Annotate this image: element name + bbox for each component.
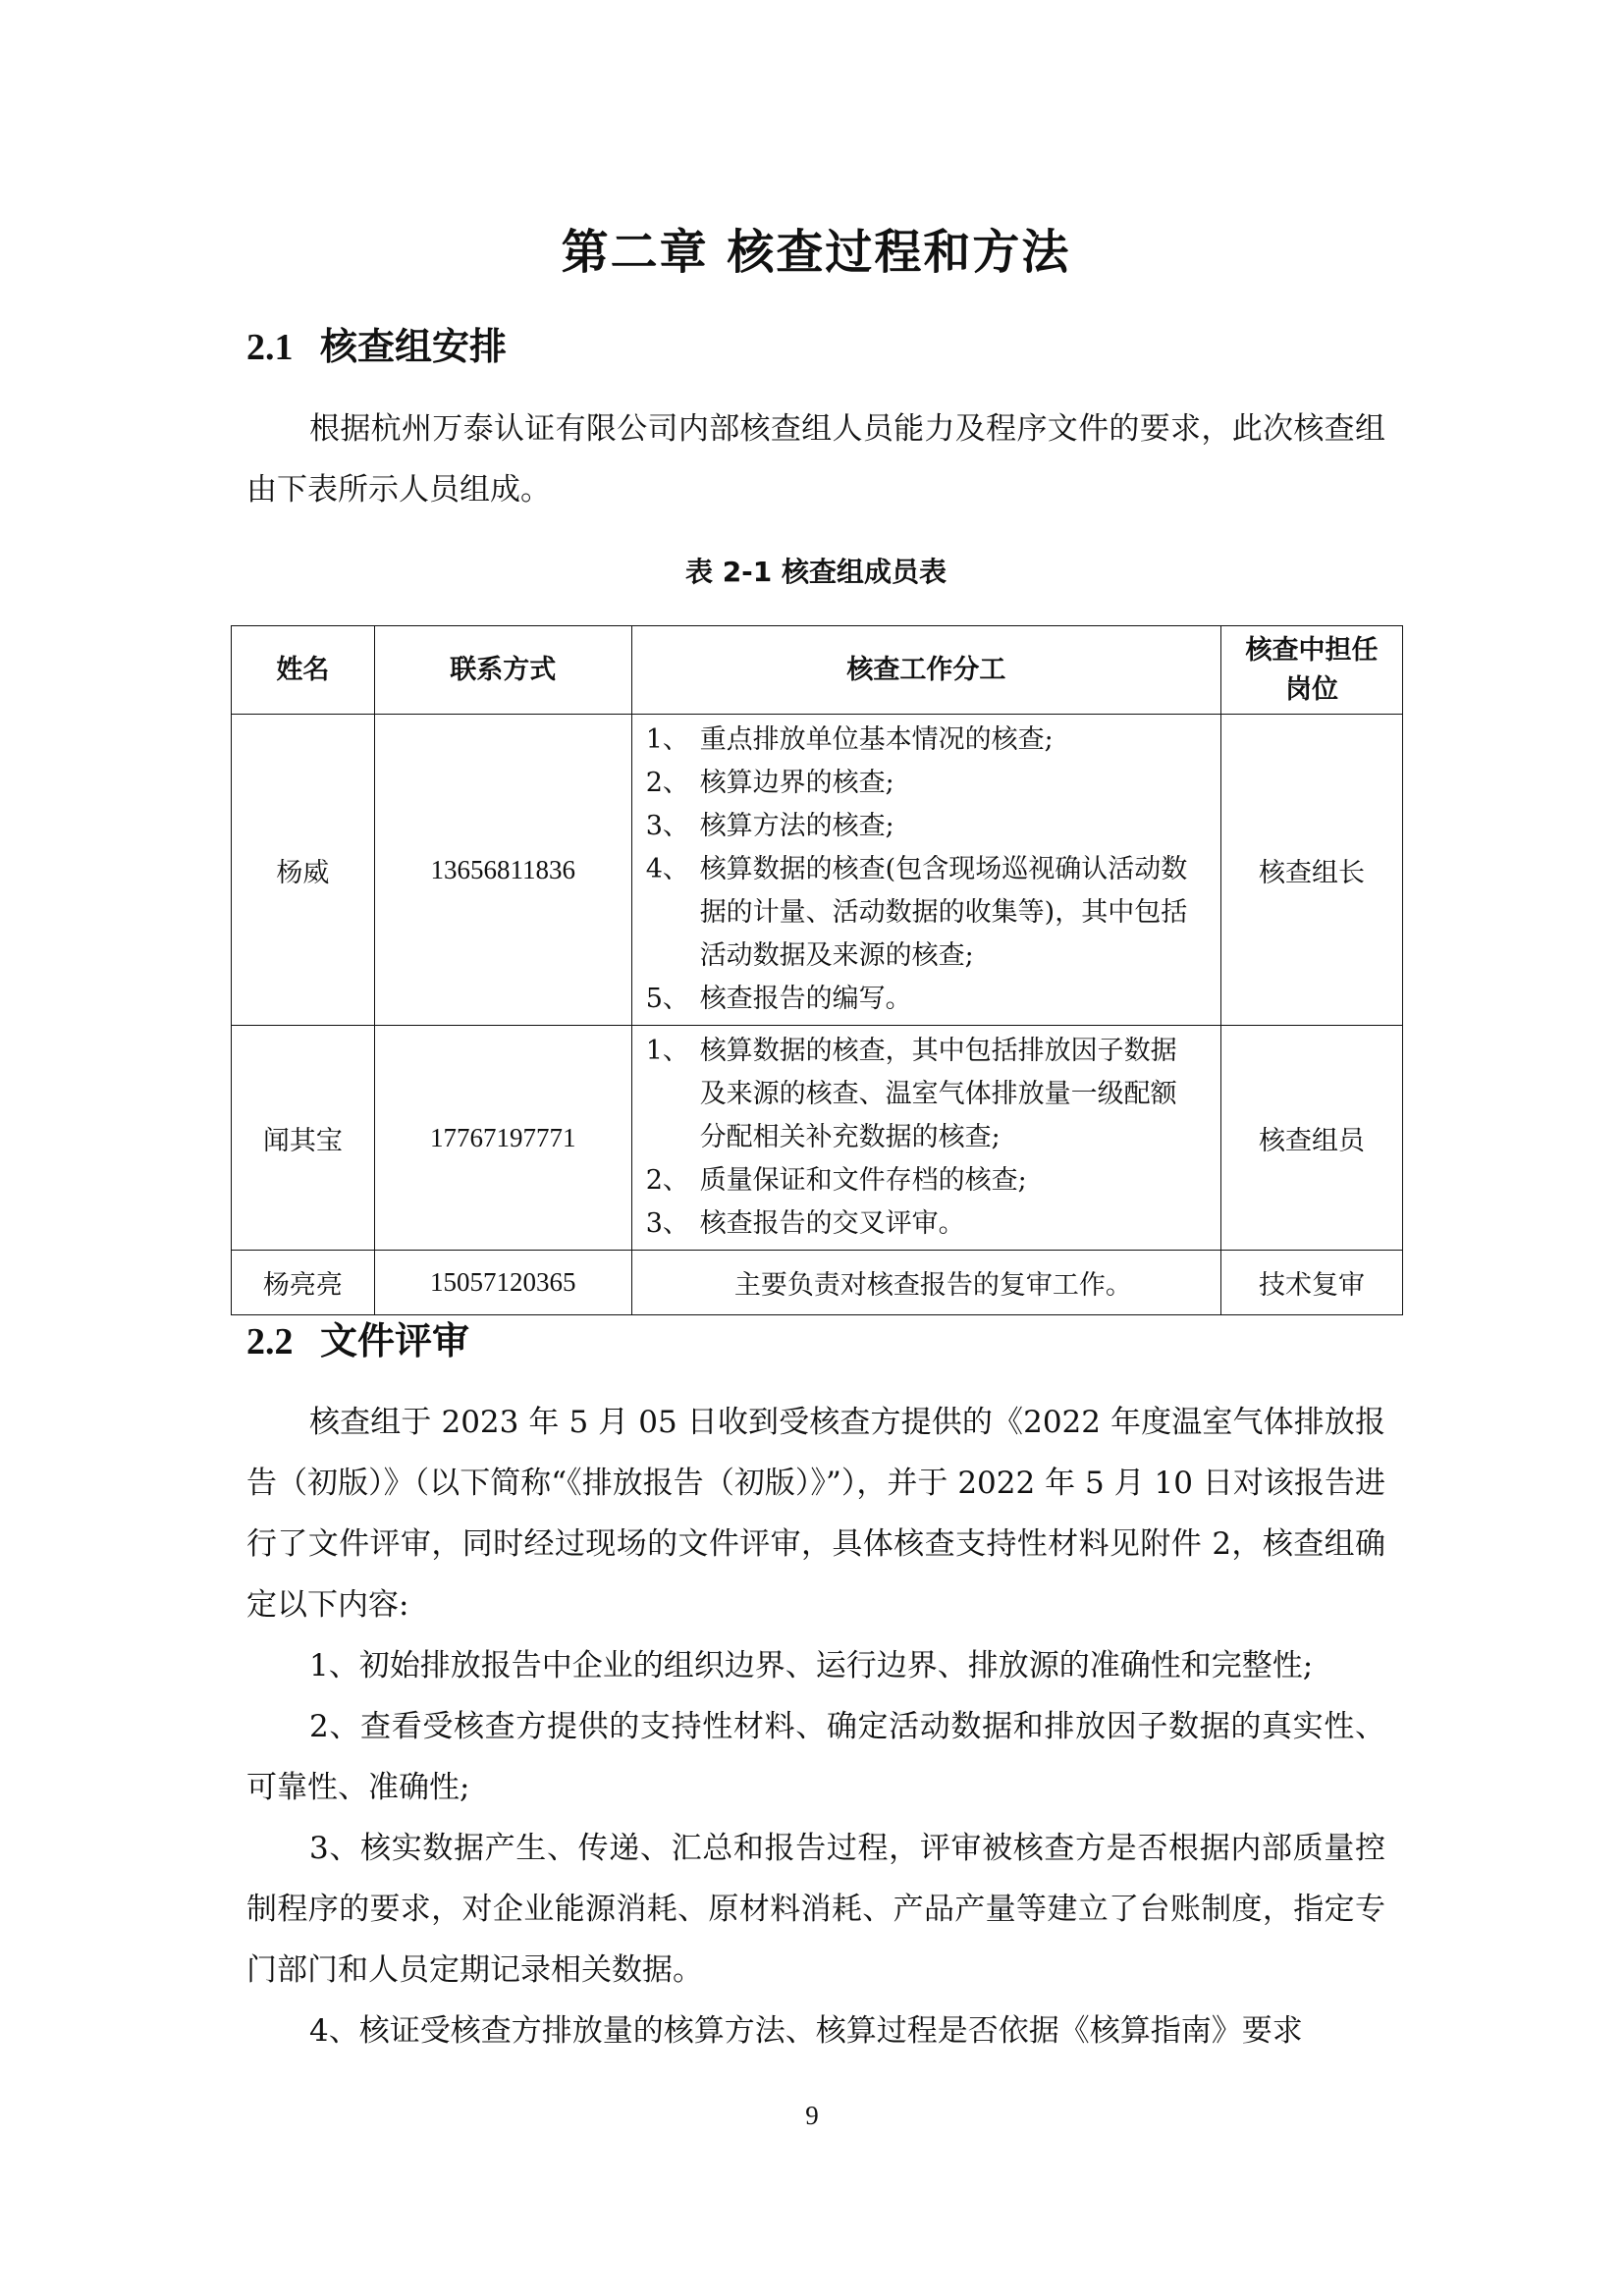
member-name: 杨亮亮 bbox=[232, 1251, 375, 1315]
duty-item bbox=[646, 719, 1203, 762]
table-row bbox=[232, 1026, 1403, 1251]
table-row bbox=[232, 715, 1403, 1026]
section-title: 核查组安排 bbox=[320, 325, 508, 368]
duty-text: 重点排放单位基本情况的核查; bbox=[699, 724, 1054, 755]
duty-index: 2、 bbox=[645, 768, 689, 798]
header-duty: 核查工作分工 bbox=[631, 626, 1220, 715]
team-members-table bbox=[231, 625, 1403, 1315]
review-item-1: 1、初始排放报告中企业的组织边界、运行边界、排放源的准确性和完整性; bbox=[309, 1648, 1314, 1683]
duty-index: 5、 bbox=[645, 984, 689, 1014]
duty-item bbox=[646, 1030, 1203, 1159]
duty-index: 2、 bbox=[645, 1165, 689, 1196]
duty-index: 1、 bbox=[645, 1036, 689, 1066]
duty-item bbox=[646, 978, 1203, 1021]
duty-text: 核算边界的核查; bbox=[699, 768, 894, 798]
duty-text: 核算数据的核查，其中包括排放因子数据及来源的核查、温室气体排放量一级配额分配相关补充数据的核查; bbox=[699, 1036, 1177, 1152]
review-item-3: 3、核实数据产生、传递、汇总和报告过程，评审被核查方是否根据内部质量控制程序的要求，对企业能源消耗、原材料消耗、产品产量等建立了台账制度，指定专门部门和人员定期记录相关数据。 bbox=[246, 1831, 1385, 1988]
member-contact: 17767197771 bbox=[374, 1026, 631, 1251]
member-name: 闻其宝 bbox=[232, 1026, 375, 1251]
section-number: 2.1 bbox=[246, 327, 294, 368]
member-duties bbox=[631, 715, 1220, 1026]
duty-text: 质量保证和文件存档的核查; bbox=[699, 1165, 1027, 1196]
section-heading-2-2 bbox=[246, 1310, 469, 1364]
duty-item bbox=[646, 805, 1203, 848]
table-header-row bbox=[232, 626, 1403, 715]
header-contact: 联系方式 bbox=[374, 626, 631, 715]
review-item-2: 2、查看受核查方提供的支持性材料、确定活动数据和排放因子数据的真实性、可靠性、准确性; bbox=[246, 1709, 1385, 1805]
review-item-4: 4、核证受核查方排放量的核算方法、核算过程是否依据《核算指南》要求 bbox=[309, 2013, 1303, 2049]
member-duty-text: 主要负责对核查报告的复审工作。 bbox=[631, 1251, 1220, 1315]
member-position: 核查组长 bbox=[1221, 715, 1403, 1026]
duty-index: 3、 bbox=[645, 1208, 689, 1239]
member-contact: 13656811836 bbox=[374, 715, 631, 1026]
duty-index: 1、 bbox=[645, 724, 689, 755]
intro-paragraph: 根据杭州万泰认证有限公司内部核查组人员能力及程序文件的要求，此次核查组由下表所示人员组成。 bbox=[246, 411, 1385, 507]
duty-text: 核查报告的编写。 bbox=[699, 984, 912, 1014]
duty-item bbox=[646, 848, 1203, 978]
table-caption: 表 2-1 核查组成员表 bbox=[684, 556, 947, 588]
duty-item bbox=[646, 1202, 1203, 1246]
duty-item bbox=[646, 762, 1203, 805]
duty-item bbox=[646, 1159, 1203, 1202]
section-number: 2.2 bbox=[246, 1321, 294, 1362]
duty-text: 核查报告的交叉评审。 bbox=[699, 1208, 965, 1239]
header-position: 核查中担任岗位 bbox=[1221, 626, 1403, 715]
header-name: 姓名 bbox=[232, 626, 375, 715]
member-contact: 15057120365 bbox=[374, 1251, 631, 1315]
duty-text: 核算数据的核查(包含现场巡视确认活动数据的计量、活动数据的收集等)，其中包括活动数据及来源的核查; bbox=[699, 854, 1188, 971]
review-paragraph: 核查组于 2023 年 5 月 05 日收到受核查方提供的《2022 年度温室气体排放报告（初版）》（以下简称“《排放报告（初版）》”），并于 2022 年 5 月 10 日对该报告进行了文件评审，同时经过现场的文件评审，具体核查支持性材料见附件 2，核查组确定以下内容: bbox=[246, 1405, 1385, 1623]
duty-text: 核算方法的核查; bbox=[699, 811, 894, 841]
member-duties bbox=[631, 1026, 1220, 1251]
duty-index: 4、 bbox=[645, 854, 689, 884]
section-title: 文件评审 bbox=[320, 1319, 470, 1362]
chapter-title: 第二章 核查过程和方法 bbox=[561, 225, 1071, 280]
page-number: 9 bbox=[805, 2101, 819, 2130]
table-row bbox=[232, 1251, 1403, 1315]
section-heading-2-1 bbox=[246, 316, 507, 370]
member-position: 核查组员 bbox=[1221, 1026, 1403, 1251]
member-position: 技术复审 bbox=[1221, 1251, 1403, 1315]
duty-index: 3、 bbox=[645, 811, 689, 841]
member-name: 杨威 bbox=[232, 715, 375, 1026]
